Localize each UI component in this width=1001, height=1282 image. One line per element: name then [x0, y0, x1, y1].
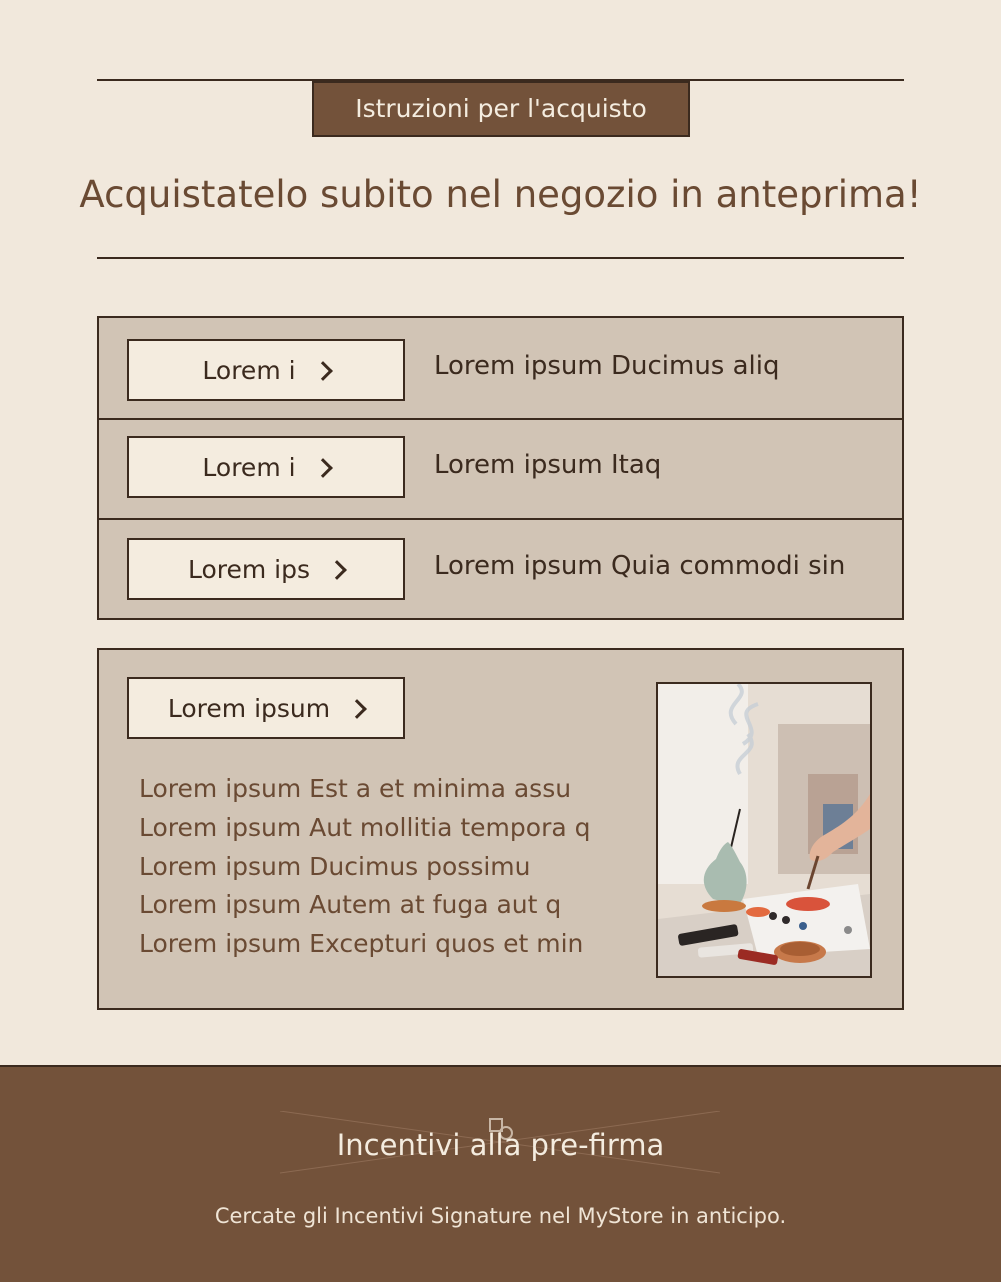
detail-text-list [139, 770, 591, 964]
bottom-divider [97, 257, 904, 259]
detail-text-line: Lorem ipsum Ducimus possimu [139, 851, 531, 881]
detail-button-label: Lorem ipsum [167, 693, 331, 723]
list-item [99, 418, 902, 520]
footer-subtitle: Cercate gli Incentivi Signature nel MyStore in anticipo. [214, 1204, 787, 1228]
chevron-right-icon [347, 699, 367, 719]
instructions-list [97, 316, 904, 620]
detail-panel [97, 648, 904, 1010]
list-item-text: Lorem ipsum Quia commodi sin [434, 551, 846, 581]
list-item-button[interactable] [127, 538, 405, 600]
list-item-button-label: Lorem i [202, 452, 296, 482]
footer-title: Incentivi alla pre-firma [336, 1128, 665, 1162]
footer [0, 1065, 1001, 1282]
page-title: Acquistatelo subito nel negozio in anteprima! [79, 173, 922, 216]
list-item-button-label: Lorem ips [187, 554, 311, 584]
detail-text-line: Lorem ipsum Est a et minima assu [139, 774, 572, 803]
list-item-text: Lorem ipsum Ducimus aliq [434, 351, 780, 381]
list-item-button[interactable] [127, 339, 405, 401]
list-item [99, 318, 902, 418]
chevron-right-icon [313, 361, 333, 381]
list-item-button-label: Lorem i [202, 355, 296, 385]
list-item-text: Lorem ipsum Itaq [434, 450, 662, 480]
section-tag: Istruzioni per l'acquisto [312, 81, 690, 137]
incense-painting-illustration [658, 684, 870, 976]
chevron-right-icon [327, 560, 347, 580]
detail-text-line: Lorem ipsum Excepturi quos et min [139, 929, 584, 959]
detail-text-line: Lorem ipsum Autem at fuga aut q [139, 890, 562, 920]
chevron-right-icon [313, 458, 333, 478]
detail-text-line: Lorem ipsum Aut mollitia tempora q [139, 812, 591, 842]
list-item [99, 518, 902, 620]
product-photo [656, 682, 872, 978]
detail-button[interactable] [127, 677, 405, 739]
list-item-button[interactable] [127, 436, 405, 498]
